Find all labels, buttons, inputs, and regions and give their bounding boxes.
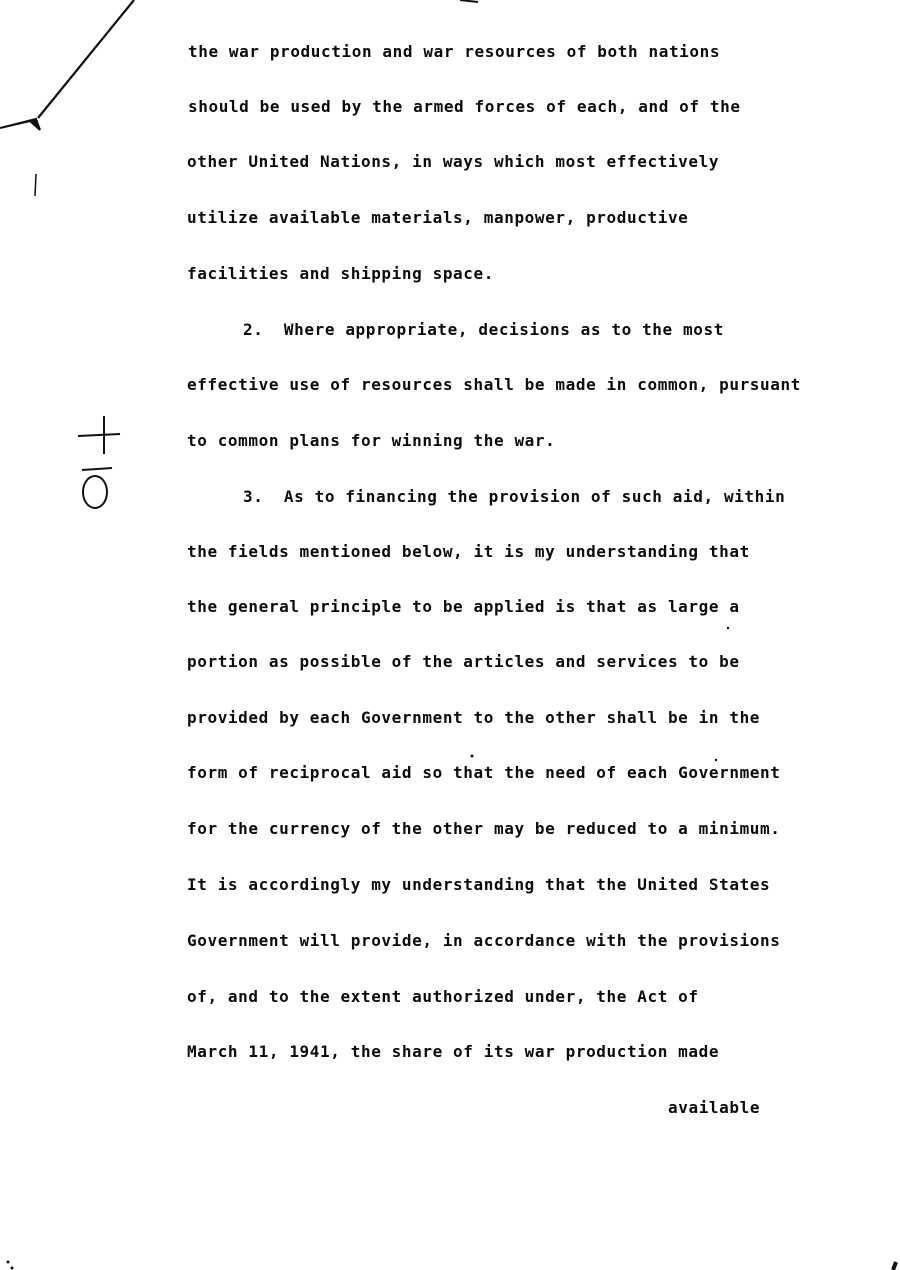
text-line: the war production and war resources of both nations	[188, 42, 721, 61]
speck	[471, 755, 474, 758]
text-line: March 11, 1941, the share of its war production made	[187, 1042, 720, 1061]
corner-pen-tick	[0, 119, 40, 130]
paragraph-2-first-line: 2. Where appropriate, decisions as to the most	[243, 320, 724, 339]
text-line: form of reciprocal aid so that the need of each Government	[187, 763, 781, 782]
text-line: provided by each Government to the other shall be in the	[187, 708, 761, 727]
text-line: of, and to the extent authorized under, the Act of	[187, 987, 699, 1006]
text-line: effective use of resources shall be made in common, pursuant	[187, 375, 801, 394]
text-line: utilize available materials, manpower, productive	[187, 208, 689, 227]
text-line: It is accordingly my understanding that the United States	[187, 875, 771, 894]
speck	[7, 1261, 10, 1264]
corner-pen-stroke	[38, 0, 134, 118]
text-line: the general principle to be applied is that as large a	[187, 597, 740, 616]
text-line: to common plans for winning the war.	[187, 431, 556, 450]
text-line: for the currency of the other may be reduced to a minimum.	[187, 819, 781, 838]
text-line: the fields mentioned below, it is my understanding that	[187, 542, 750, 561]
speck	[11, 1267, 14, 1270]
text-line: facilities and shipping space.	[187, 264, 494, 283]
text-line: portion as possible of the articles and services to be	[187, 652, 740, 671]
paragraph-3-first-line: 3. As to financing the provision of such aid, within	[243, 487, 786, 506]
margin-speck	[35, 174, 36, 196]
catchword: available	[668, 1098, 761, 1117]
speck	[715, 759, 717, 761]
speck	[460, 0, 478, 2]
text-line: other United Nations, in ways which most effectively	[187, 152, 720, 171]
text-line: Government will provide, in accordance with the provisions	[187, 931, 781, 950]
text-line: should be used by the armed forces of each, and of the	[188, 97, 741, 116]
handwritten-page-mark	[78, 416, 120, 508]
edge-mark	[893, 1262, 896, 1270]
speck	[727, 627, 729, 629]
